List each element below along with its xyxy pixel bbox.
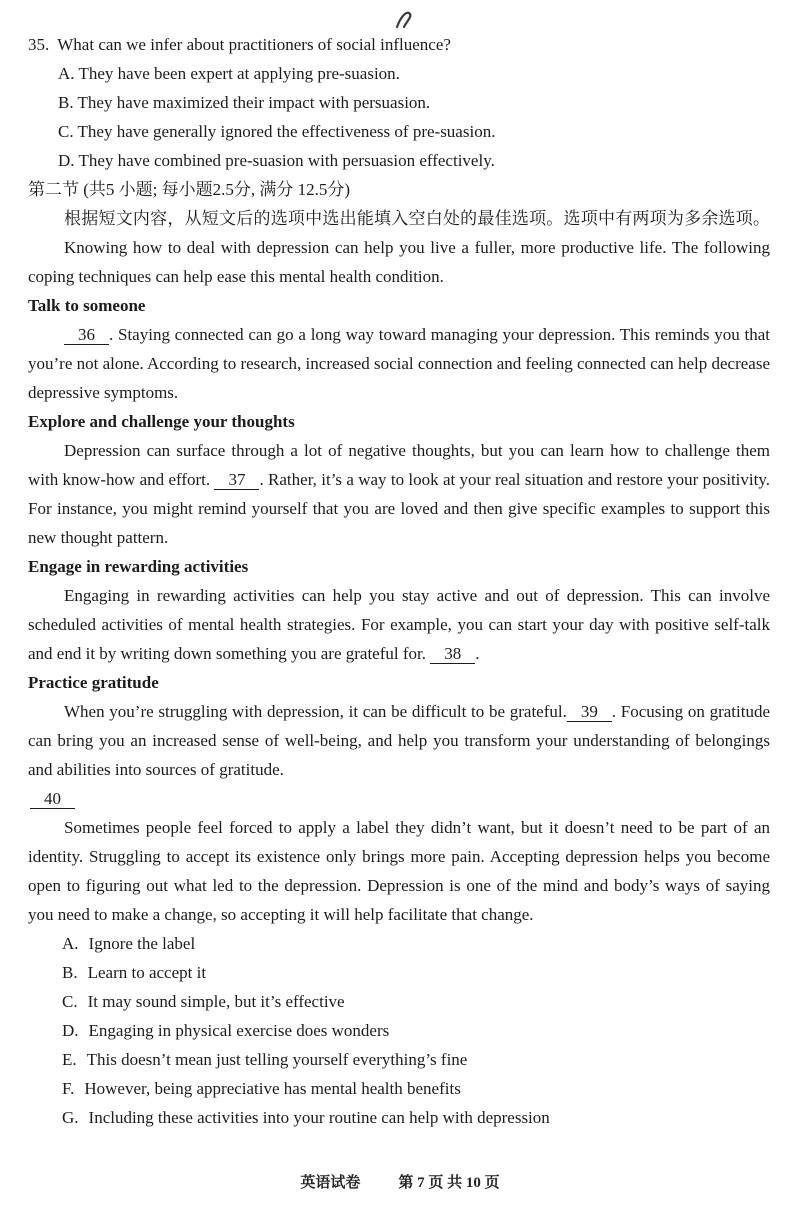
choice-b-text: Learn to accept it xyxy=(87,963,207,982)
choice-e-label: E. xyxy=(62,1050,77,1069)
passage-paragraph-39 xyxy=(28,697,770,784)
choice-e-text: This doesn’t mean just telling yourself everything’s fine xyxy=(86,1050,468,1069)
question-35 xyxy=(28,30,770,175)
choice-c-text: It may sound simple, but it’s effective xyxy=(87,992,345,1011)
choice-d-text: Engaging in physical exercise does wonders xyxy=(88,1021,390,1040)
answer-option-a: A. They have been expert at applying pre-suasion. xyxy=(58,64,400,83)
choice-b xyxy=(28,958,770,987)
choice-e xyxy=(28,1045,770,1074)
paragraph-38-after: . xyxy=(475,644,480,663)
choice-g xyxy=(28,1103,770,1132)
passage-heading-talk: Talk to someone xyxy=(28,296,146,315)
question-text: What can we infer about practitioners of social influence? xyxy=(57,35,451,54)
passage-heading-gratitude: Practice gratitude xyxy=(28,673,159,692)
passage-heading-explore: Explore and challenge your thoughts xyxy=(28,412,295,431)
section-instruction: 根据短文内容，从短文后的选项中选出能填入空白处的最佳选项。选项中有两项为多余选项。 xyxy=(64,209,770,228)
passage-paragraph-38 xyxy=(28,581,770,668)
paragraph-37-before: Depression can surface through a lot of negative thoughts, but you can learn how to challenge them with know-how and effort. xyxy=(28,441,770,489)
question-number: 35. xyxy=(28,35,50,54)
passage-intro: Knowing how to deal with depression can help you live a fuller, more productive life. The following coping techniques can help ease this mental health condition. xyxy=(28,238,770,286)
paragraph-36-text: . Staying connected can go a long way toward managing your depression. This reminds you that you’re not alone. According to research, increased social connection and feeling connected can help decrease depressive symptoms. xyxy=(28,325,770,402)
choice-d xyxy=(28,1016,770,1045)
footer-page-number: 第 7 页 共 10 页 xyxy=(398,1175,500,1191)
paragraph-38-before: Engaging in rewarding activities can help you stay active and out of depression. This can involve scheduled activities of mental health strategies. For example, you can start your day with positive self-talk and end it by writing down something you are grateful for. xyxy=(28,586,770,663)
choice-g-text: Including these activities into your routine can help with depression xyxy=(88,1108,550,1127)
blank-36: 36 xyxy=(64,325,109,345)
pen-mark-icon xyxy=(392,8,418,32)
passage-heading-engage: Engage in rewarding activities xyxy=(28,557,249,576)
blank-40-line xyxy=(30,784,770,813)
question-stem xyxy=(28,30,770,59)
choice-c xyxy=(28,987,770,1016)
choice-f-text: However, being appreciative has mental health benefits xyxy=(84,1079,461,1098)
choices-list xyxy=(28,929,770,1132)
passage-paragraph-final: Sometimes people feel forced to apply a label they didn’t want, but it doesn’t need to be part of an identity. Struggling to accept its existence only brings more pain. Accepting depression helps you become open to figuring out what led to the depression. Depression is one of the mind and body’s ways of saying you need to make a change, so accepting it will help facilitate that change. xyxy=(28,818,770,924)
answer-option-c: C. They have generally ignored the effectiveness of pre-suasion. xyxy=(58,122,496,141)
choice-f xyxy=(28,1074,770,1103)
blank-40: 40 xyxy=(30,789,75,809)
choice-c-label: C. xyxy=(62,992,78,1011)
choice-a-label: A. xyxy=(62,934,79,953)
choice-b-label: B. xyxy=(62,963,78,982)
footer-title: 英语试卷 xyxy=(300,1175,361,1191)
blank-37: 37 xyxy=(214,470,259,490)
paragraph-39-before: When you’re struggling with depression, it can be difficult to be grateful. xyxy=(64,702,567,721)
passage-paragraph-37 xyxy=(28,436,770,552)
choice-a xyxy=(28,929,770,958)
paragraph-37-after: . Rather, it’s a way to look at your real situation and restore your positivity. For instance, you might remind yourself that you are loved and then give specific examples to support this new thought pattern. xyxy=(28,470,770,547)
choice-f-label: F. xyxy=(62,1079,75,1098)
answer-option-d: D. They have combined pre-suasion with persuasion effectively. xyxy=(58,151,495,170)
blank-38: 38 xyxy=(430,644,475,664)
answer-option-b: B. They have maximized their impact with persuasion. xyxy=(58,93,431,112)
page-footer xyxy=(0,1169,800,1198)
choice-d-label: D. xyxy=(62,1021,79,1040)
paragraph-39-after: . Focusing on gratitude can bring you an increased sense of well-being, and help you transform your understanding of belongings and abilities into sources of gratitude. xyxy=(28,702,770,779)
passage-paragraph-36 xyxy=(28,320,770,407)
choice-g-label: G. xyxy=(62,1108,79,1127)
section-header: 第二节 (共5 小题; 每小题2.5分, 满分 12.5分) xyxy=(28,180,351,199)
blank-39: 39 xyxy=(567,702,612,722)
choice-a-text: Ignore the label xyxy=(88,934,196,953)
